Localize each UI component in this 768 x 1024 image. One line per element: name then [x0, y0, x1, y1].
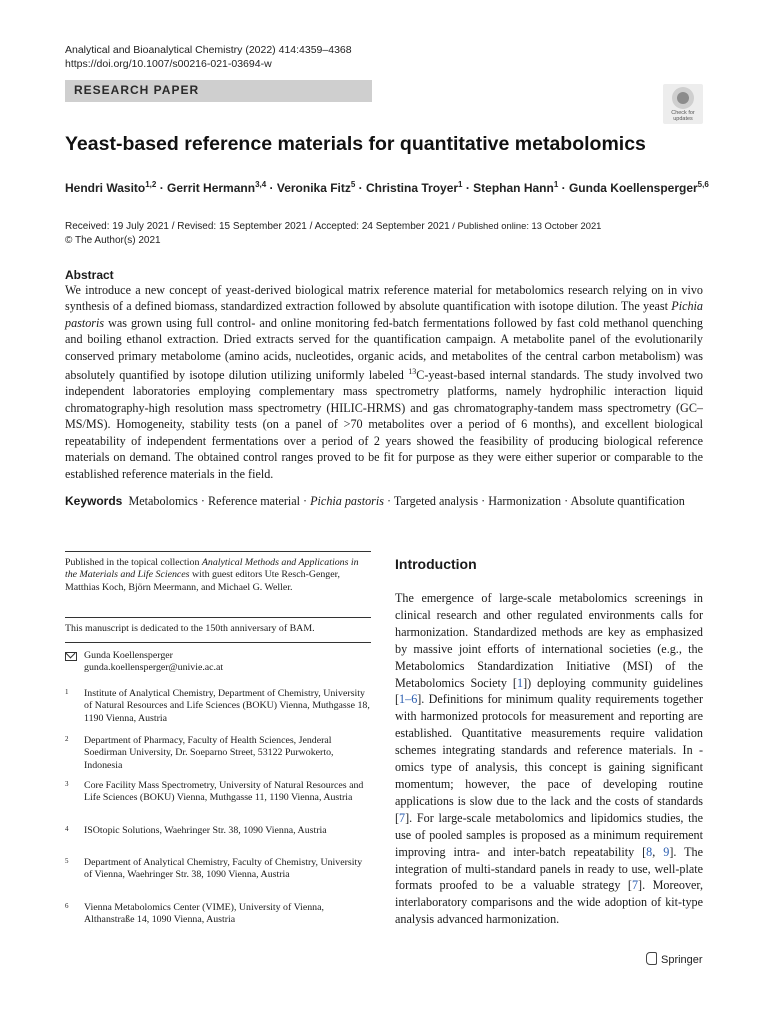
publication-dates: [65, 219, 601, 248]
journal-header: [65, 43, 352, 71]
introduction-body: The emergence of large-scale metabolomics screenings in clinical research and other regulated environments calls for harmonization. Standardized methods are key as emphasized by massive joint efforts of international societies (e.g., the Metabolomics Standardization Initiative (MSI) of the Metabolomics Society [1]) deploying community guidelines [1–6]. Definitions for minimum quality requirements together with harmonized protocols for measurement and reporting are established. Quantitative measurements require validation schemes integrating standards and reference materials. In -omics type of analysis, this concept is gaining significant momentum; however, the pace of developing routine applications is slow due to the lack and the costs of standards [7]. For large-scale metabolomics and lipidomics studies, the use of pooled samples is proposed as a minimum requirement improving intra- and inter-batch repeatability [8, 9]. The integration of multi-standard panels in ready to use, well-plate formats proofed to be a valuable strategy [7]. Moreover, interlaboratory comparisons and the wide adoption of kit-type analysis advanced harmonization.: [395, 591, 704, 927]
divider: [65, 617, 371, 618]
copyright: © The Author(s) 2021: [65, 235, 161, 246]
introduction-heading: Introduction: [395, 556, 477, 572]
mail-icon: [65, 652, 77, 661]
article-title: Yeast-based reference materials for quantitative metabolomics: [65, 133, 646, 155]
citation-link[interactable]: 1: [516, 675, 524, 690]
author-list: Hendri Wasito$^{1,2}$ · Gerrit Hermann$^{3,4}$ · Veronika Fitz$^5$ · Christina Troyer$^1$ · Stephan Hann$^1$ · Gunda Koellensperger$^{5,6}$: [65, 180, 709, 195]
contact-name: Gunda Koellensperger: [84, 650, 173, 661]
affiliation: 4 ISOtopic Solutions, Waehringer Str. 38, 1090 Vienna, Austria: [65, 825, 327, 836]
citation-link[interactable]: 7: [631, 878, 639, 893]
keywords: Keywords Metabolomics · Reference material · Pichia pastoris · Targeted analysis · Harmonization · Absolute quantification: [65, 494, 685, 508]
citation-link[interactable]: 8: [646, 844, 653, 859]
dedication-note: This manuscript is dedicated to the 150th anniversary of BAM.: [65, 623, 315, 634]
citation-link[interactable]: 9: [663, 844, 670, 859]
divider: [65, 551, 371, 552]
published-online: / Published online: 13 October 2021: [449, 220, 602, 231]
citation-link[interactable]: 7: [399, 810, 406, 825]
publisher-logo: [646, 952, 703, 966]
author[interactable]: Veronika Fitz$^5$: [276, 180, 356, 195]
author[interactable]: Gunda Koellensperger$^{5,6}$: [568, 180, 709, 195]
doi-link[interactable]: https://doi.org/10.1007/s00216-021-03694-w: [65, 58, 272, 70]
received-revised-accepted: Received: 19 July 2021 / Revised: 15 September 2021 / Accepted: 24 September 2021: [65, 221, 450, 232]
affiliation: 1 Institute of Analytical Chemistry, Department of Chemistry, University of Natural Resources and Life Sciences (BOKU) Vienna, Muthgasse 18, 1190 Vienna, Austria: [65, 688, 370, 724]
author[interactable]: Gerrit Hermann$^{3,4}$: [167, 180, 267, 195]
publisher-name: Springer: [661, 954, 703, 966]
divider: [65, 642, 371, 643]
affiliation: 3 Core Facility Mass Spectrometry, University of Natural Resources and Life Sciences (BOKU) Vienna, Muthgasse 11, 1190 Vienna, Austria: [65, 780, 364, 804]
check-updates-label: Check for updates: [671, 110, 695, 122]
topical-collection-note: Published in the topical collection Analytical Methods and Applications in the Materials and Life Sciences with guest editors Ute Resch-Genger, Matthias Koch, Björn Meermann, and Michael G. Weller.: [65, 557, 359, 593]
author[interactable]: Hendri Wasito$^{1,2}$: [65, 180, 157, 195]
check-for-updates-badge[interactable]: [663, 84, 703, 124]
journal-citation: Analytical and Bioanalytical Chemistry (2022) 414:4359–4368: [65, 44, 352, 56]
affiliation: 6 Vienna Metabolomics Center (VIME), University of Vienna, Althanstraße 14, 1090 Vienna, Austria: [65, 902, 324, 926]
contact-email[interactable]: gunda.koellensperger@univie.ac.at: [84, 662, 224, 674]
abstract-heading: Abstract: [65, 268, 114, 282]
author[interactable]: Christina Troyer$^1$: [366, 180, 463, 195]
springer-horse-icon: [646, 952, 657, 965]
check-updates-icon: [672, 87, 694, 109]
keywords-label: Keywords: [65, 494, 123, 508]
corresponding-author: [65, 650, 371, 675]
affiliation: 2 Department of Pharmacy, Faculty of Health Sciences, Jenderal Soedirman University, Dr. Soeparno Street, 53122 Purwokerto, Indonesia: [65, 735, 334, 771]
article-type-label: RESEARCH PAPER: [74, 83, 200, 97]
author[interactable]: Stephan Hann$^1$: [473, 180, 559, 195]
affiliation: 5 Department of Analytical Chemistry, Faculty of Chemistry, University of Vienna, Waehringer Str. 38, 1090 Vienna, Austria: [65, 857, 363, 881]
article-type-ribbon: [65, 80, 372, 102]
citation-link[interactable]: 1–6: [399, 692, 418, 707]
abstract-body: We introduce a new concept of yeast-derived biological matrix reference material for metabolomics research relying on in vivo synthesis of a defined biomass, standardized extraction followed by absolute quantification with isotope dilution. The yeast Pichia pastoris was grown using full control- and online monitoring fed-batch fermentations followed by fast cold methanol quenching and boiling ethanol extraction. Dried extracts served for the quantification campaign. A metabolite panel of the evolutionarily conserved primary metabolome (amino acids, nucleotides, organic acids, and metabolites of the central carbon metabolism) was absolutely quantified by isotope dilution utilizing uniformly labeled $^{13}$C-yeast-based internal standards. The study involved two independent laboratories employing complementary mass spectrometry platforms, namely hydrophilic interaction liquid chromatography-high resolution mass spectrometry (HILIC-HRMS) and gas chromatography-tandem mass spectrometry (GC–MS/MS). Homogeneity, stability tests (on a panel of >70 metabolites over a period of 6 months), and excellent biological repeatability of independent fermentations over a period of 2 years showed the feasibility of producing biological reference materials on demand. The obtained control ranges proved to be fit for purpose as they were either superior or comparable to the established reference materials in the field.: [65, 283, 703, 481]
